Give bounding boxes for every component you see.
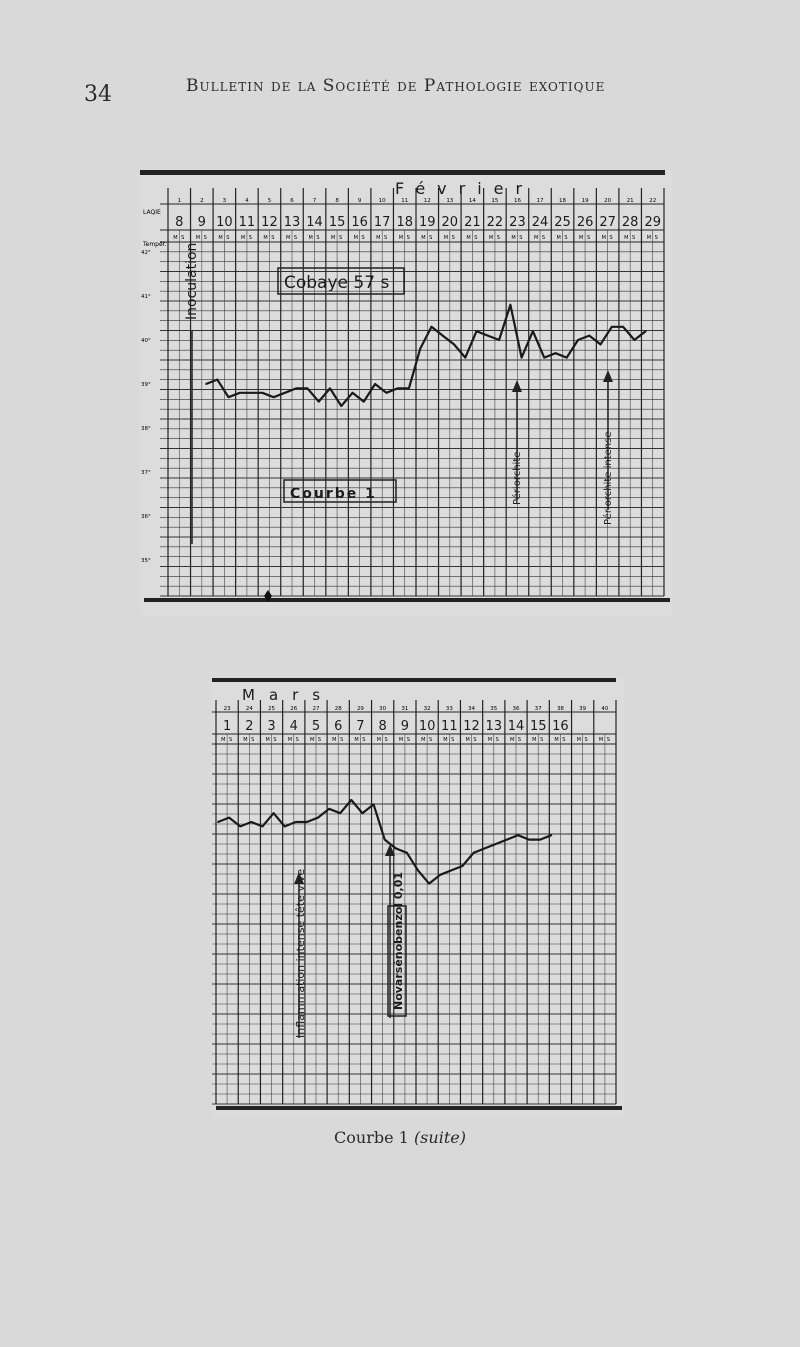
- date-label: 23: [509, 215, 526, 230]
- ms-label: M S: [532, 737, 545, 743]
- data-point: [250, 392, 252, 394]
- y-tick-label: 37°: [141, 470, 151, 476]
- data-point: [239, 826, 241, 828]
- data-point: [307, 388, 309, 390]
- ms-label: M S: [488, 235, 501, 241]
- printed-day-number: 21: [626, 198, 634, 204]
- ms-label: M S: [466, 235, 479, 241]
- data-point: [329, 388, 331, 390]
- row-label-temp: Tempér.: [143, 241, 167, 248]
- data-point: [442, 335, 444, 337]
- data-point: [228, 396, 230, 398]
- data-point: [385, 392, 387, 394]
- data-point: [600, 344, 602, 346]
- ms-label: M S: [443, 235, 456, 241]
- date-label: 12: [261, 215, 278, 230]
- data-point: [406, 852, 408, 854]
- data-point: [521, 357, 523, 359]
- date-label: 25: [554, 215, 571, 230]
- date-label: 9: [400, 719, 410, 734]
- data-point: [228, 817, 230, 819]
- data-point: [543, 357, 545, 359]
- ms-label: M S: [309, 737, 323, 743]
- data-point: [462, 865, 464, 867]
- page-number: 34: [84, 82, 112, 107]
- periorchite-intense-annotation: Périorchite intense: [603, 431, 614, 525]
- ms-label: M S: [287, 737, 300, 743]
- printed-day-number: 13: [446, 198, 454, 204]
- row-label-date: LAQIE: [143, 209, 161, 216]
- printed-day-number: 29: [356, 706, 364, 712]
- ms-label: M S: [331, 235, 344, 241]
- y-tick-label: 38°: [141, 426, 151, 432]
- printed-day-number: 20: [604, 198, 612, 204]
- data-point: [431, 326, 433, 328]
- ms-label: M S: [218, 235, 231, 241]
- ms-label: M S: [398, 235, 411, 241]
- y-tick-label: 39°: [141, 382, 151, 388]
- printed-day-number: 6: [290, 198, 294, 204]
- data-point: [532, 330, 534, 332]
- date-label: 2: [245, 719, 254, 734]
- data-point: [340, 405, 342, 407]
- date-label: 10: [216, 215, 233, 230]
- printed-day-number: 25: [268, 706, 276, 712]
- data-point: [397, 388, 399, 390]
- data-point: [339, 812, 341, 814]
- data-point: [216, 379, 218, 381]
- inoculation-annotation: Inoculation: [184, 242, 200, 320]
- printed-day-number: 18: [559, 198, 567, 204]
- data-point: [306, 821, 308, 823]
- date-label: 13: [283, 215, 301, 230]
- date-label: 15: [529, 719, 547, 734]
- printed-day-number: 35: [490, 706, 498, 712]
- printed-day-number: 24: [245, 706, 253, 712]
- y-tick-label: 42°: [141, 250, 151, 256]
- y-tick-label: 36°: [141, 514, 151, 520]
- ms-label: M S: [243, 737, 256, 743]
- y-tick-label: 40°: [141, 338, 151, 344]
- ms-label: M S: [353, 235, 366, 241]
- ms-label: M S: [173, 235, 186, 241]
- printed-day-number: 22: [649, 198, 657, 204]
- data-point: [374, 383, 376, 385]
- data-point: [273, 396, 275, 398]
- printed-day-number: 32: [423, 706, 431, 712]
- data-point: [373, 804, 375, 806]
- date-label: 5: [311, 719, 321, 734]
- ms-label: M S: [195, 235, 208, 241]
- ms-label: M S: [398, 737, 411, 743]
- printed-day-number: 30: [379, 706, 387, 712]
- printed-day-number: 7: [312, 198, 317, 204]
- data-point: [350, 799, 352, 801]
- y-tick-label: 41°: [141, 294, 151, 300]
- date-label: 27: [599, 215, 616, 230]
- ms-label: M S: [263, 235, 276, 241]
- printed-day-number: 12: [423, 198, 431, 204]
- printed-day-number: 34: [468, 706, 476, 712]
- data-point: [498, 339, 500, 341]
- ms-label: M S: [511, 235, 524, 241]
- printed-day-number: 14: [468, 198, 476, 204]
- data-point: [428, 883, 430, 885]
- printed-day-number: 8: [335, 198, 339, 204]
- data-point: [352, 392, 354, 394]
- date-label: 18: [396, 215, 414, 230]
- data-point: [550, 834, 552, 836]
- printed-day-number: 11: [401, 198, 409, 204]
- date-label: 14: [306, 215, 323, 230]
- data-point: [476, 330, 478, 332]
- date-label: 17: [373, 215, 391, 230]
- data-point: [317, 817, 319, 819]
- printed-day-number: 38: [556, 706, 564, 712]
- printed-day-number: 28: [334, 706, 342, 712]
- temperature-chart-fevrier: [140, 170, 672, 615]
- printed-day-number: 31: [401, 706, 409, 712]
- date-label: 12: [463, 719, 480, 734]
- data-point: [217, 821, 219, 823]
- data-point: [484, 848, 486, 850]
- data-point: [506, 839, 508, 841]
- data-point: [645, 330, 647, 332]
- date-label: 16: [552, 719, 569, 734]
- printed-day-number: 40: [601, 706, 609, 712]
- month-label-mars: Mars: [242, 686, 335, 704]
- caption-text: Courbe 1: [334, 1128, 409, 1147]
- data-point: [528, 839, 530, 841]
- data-point: [262, 826, 264, 828]
- printed-day-number: 3: [222, 198, 227, 204]
- ms-label: M S: [579, 235, 592, 241]
- data-point: [487, 335, 489, 337]
- date-label: 10: [418, 719, 436, 734]
- date-label: 24: [531, 215, 549, 230]
- date-label: 16: [351, 215, 368, 230]
- data-point: [539, 839, 541, 841]
- running-head: Bulletin de la Société de Pathologie exotique: [186, 76, 606, 96]
- date-label: 4: [289, 719, 298, 734]
- caption-suffix: (suite): [413, 1128, 466, 1147]
- ms-label: M S: [265, 737, 278, 743]
- data-point: [284, 826, 286, 828]
- data-point: [495, 843, 497, 845]
- figure-caption: [0, 1128, 800, 1147]
- data-point: [295, 821, 297, 823]
- data-point: [273, 812, 275, 814]
- data-point: [384, 839, 386, 841]
- date-label: 26: [576, 215, 594, 230]
- chart-fevrier-svg: [140, 170, 672, 615]
- data-point: [408, 388, 410, 390]
- date-label: 22: [486, 215, 504, 230]
- date-label: 29: [644, 215, 662, 230]
- data-point: [509, 304, 511, 306]
- data-point: [395, 848, 397, 850]
- data-point: [622, 326, 624, 328]
- date-label: 3: [267, 719, 276, 734]
- chart-mars-svg: [212, 678, 624, 1118]
- printed-day-number: 26: [290, 706, 298, 712]
- novarsenobenzol-annotation: Novarsénobenzol 0,01: [392, 871, 405, 1010]
- printed-day-number: 16: [513, 198, 521, 204]
- date-label: 11: [238, 215, 256, 230]
- ms-label: M S: [509, 737, 523, 743]
- ms-label: M S: [624, 235, 637, 241]
- ms-label: M S: [354, 737, 367, 743]
- printed-day-number: 17: [536, 198, 544, 204]
- ms-label: M S: [443, 737, 456, 743]
- data-point: [363, 401, 365, 403]
- data-point: [566, 357, 568, 359]
- printed-day-number: 2: [200, 198, 204, 204]
- ms-label: M S: [601, 235, 614, 241]
- subject-label: Cobaye 57 s: [284, 273, 390, 293]
- ms-label: M S: [487, 737, 500, 743]
- date-label: 28: [621, 215, 639, 230]
- printed-day-number: 4: [245, 198, 249, 204]
- printed-day-number: 33: [445, 706, 453, 712]
- printed-day-number: 37: [534, 706, 542, 712]
- data-point: [318, 401, 320, 403]
- data-point: [633, 339, 635, 341]
- date-label: 19: [418, 215, 436, 230]
- date-label: 1: [222, 719, 232, 734]
- temperature-chart-mars: [212, 678, 624, 1118]
- ms-label: M S: [554, 737, 567, 743]
- data-point: [417, 870, 419, 872]
- printed-day-number: 27: [312, 706, 320, 712]
- ms-label: M S: [332, 737, 345, 743]
- date-label: 21: [464, 215, 481, 230]
- data-point: [517, 834, 519, 836]
- ms-label: M S: [556, 235, 569, 241]
- ms-label: M S: [646, 235, 659, 241]
- ms-label: M S: [533, 235, 547, 241]
- printed-day-number: 19: [581, 198, 589, 204]
- data-point: [419, 348, 421, 350]
- printed-day-number: 1: [177, 198, 182, 204]
- ms-label: M S: [376, 235, 389, 241]
- ms-label: M S: [285, 235, 299, 241]
- date-label: 13: [485, 719, 503, 734]
- periorchite-annotation: Périorchite: [512, 451, 523, 505]
- printed-day-number: 9: [357, 198, 362, 204]
- date-label: 20: [441, 215, 459, 230]
- data-point: [439, 874, 441, 876]
- ms-label: M S: [240, 235, 253, 241]
- inflammation-annotation: Inflammation intense tête vive: [294, 868, 307, 1038]
- ms-label: M S: [421, 737, 434, 743]
- printed-day-number: 10: [378, 198, 386, 204]
- ms-label: M S: [376, 737, 389, 743]
- printed-day-number: 39: [579, 706, 587, 712]
- printed-day-number: 36: [512, 706, 520, 712]
- ms-label: M S: [598, 737, 611, 743]
- data-point: [588, 335, 590, 337]
- data-point: [464, 357, 466, 359]
- date-label: 6: [334, 719, 343, 734]
- data-point: [577, 339, 579, 341]
- printed-day-number: 5: [267, 198, 272, 204]
- printed-day-number: 15: [491, 198, 499, 204]
- date-label: 9: [197, 215, 206, 230]
- curve-label: Courbe 1: [290, 486, 377, 502]
- date-label: 8: [378, 719, 387, 734]
- data-point: [261, 392, 263, 394]
- data-point: [205, 383, 207, 385]
- ms-label: M S: [221, 737, 234, 743]
- ms-label: M S: [465, 737, 478, 743]
- data-point: [450, 870, 452, 872]
- data-point: [555, 352, 557, 354]
- data-point: [328, 808, 330, 810]
- data-point: [611, 326, 613, 328]
- date-label: 14: [507, 719, 525, 734]
- y-tick-label: 35°: [141, 558, 151, 564]
- ms-label: M S: [576, 737, 589, 743]
- date-label: 8: [175, 215, 184, 230]
- ms-label: M S: [421, 235, 434, 241]
- date-label: 7: [356, 719, 365, 734]
- data-point: [295, 388, 297, 390]
- data-point: [362, 812, 364, 814]
- ms-label: M S: [308, 235, 321, 241]
- date-label: 15: [328, 215, 346, 230]
- data-point: [250, 821, 252, 823]
- data-point: [473, 852, 475, 854]
- printed-day-number: 23: [223, 706, 231, 712]
- data-point: [284, 392, 286, 394]
- data-point: [453, 344, 455, 346]
- data-point: [239, 392, 241, 394]
- date-label: 11: [441, 719, 458, 734]
- month-label: Février: [395, 179, 535, 198]
